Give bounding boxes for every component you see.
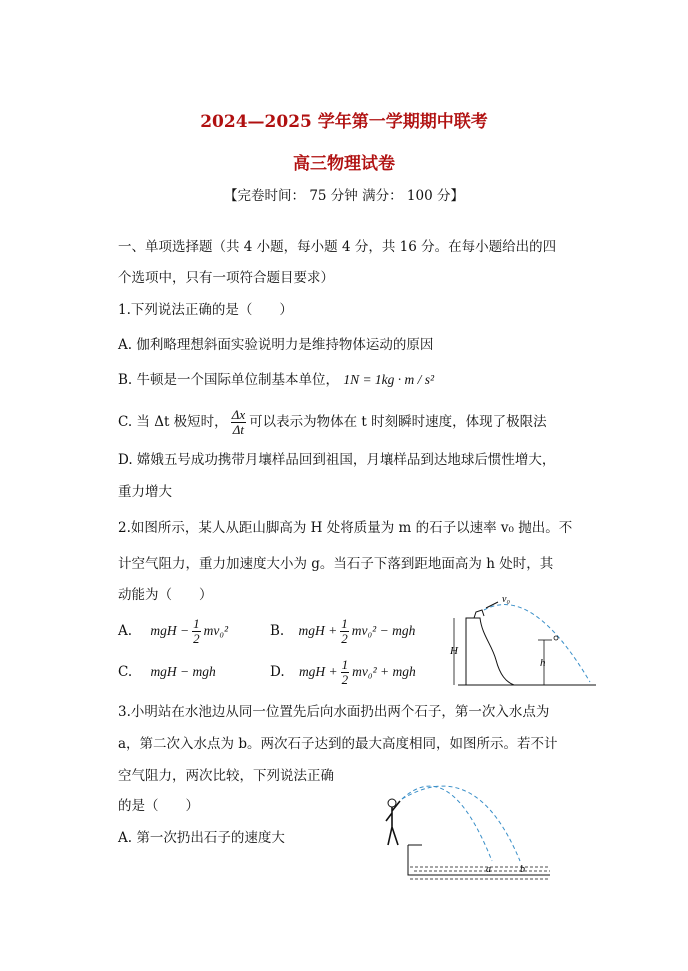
q3-stem-line2: a，第二次入水点为 b。两次石子达到的最大高度相同，如图所示。若不计	[118, 736, 558, 752]
q1-option-b-text: B. 牛顿是一个国际单位制基本单位，	[118, 372, 340, 388]
q2-option-a	[118, 614, 228, 648]
q3-stem-line3: 空气阻力，两次比较，下列说法正确	[118, 768, 334, 784]
fraction-numerator: 1	[341, 657, 349, 672]
half-fraction	[192, 617, 201, 646]
exam-subtitle: 高三物理试卷	[293, 154, 395, 174]
formula-part: mgH +	[298, 664, 338, 679]
cliff-shape	[466, 618, 514, 685]
formula-part: mgH − mgh	[150, 664, 216, 679]
v0-label: v₀	[502, 594, 510, 605]
pond-throw-figure	[380, 765, 560, 890]
q2-stem-line2: 计空气阻力，重力加速度大小为 g。当石子下落到距地面高为 h 处时，其	[118, 556, 554, 572]
formula-part: mv₀² − mgh	[351, 623, 416, 638]
second-throw-trajectory	[402, 786, 520, 861]
fraction-denominator: 2	[193, 631, 200, 646]
q3-stem-line1: 3.小明站在水池边从同一位置先后向水面扔出两个石子，第一次入水点为	[118, 704, 550, 720]
person-head	[388, 799, 396, 807]
fraction-denominator: 2	[341, 631, 348, 646]
formula-part: mgH −	[150, 623, 190, 638]
q2-option-c	[118, 663, 216, 681]
q3-option-a: A. 第一次扔出石子的速度大	[118, 830, 285, 846]
option-label: B.	[270, 623, 285, 639]
half-fraction	[340, 617, 349, 646]
option-label: C.	[118, 664, 133, 680]
q1-option-a: A. 伽利略理想斜面实验说明力是维持物体运动的原因	[118, 337, 434, 353]
section-heading-line1: 一、单项选择题（共 4 小题，每小题 4 分，共 16 分。在每小题给出的四	[118, 239, 557, 255]
fraction-numerator: 1	[193, 616, 200, 631]
q1-option-c-post: 可以表示为物体在 t 时刻瞬时速度，体现了极限法	[249, 414, 547, 430]
exam-title: 2024—2025 学年第一学期期中联考	[200, 112, 488, 132]
pond-bank	[408, 845, 550, 875]
formula-part: mgH +	[298, 623, 338, 638]
q1-stem: 1.下列说法正确的是（ ）	[118, 302, 293, 318]
H-label: H	[450, 645, 458, 657]
stone-point	[554, 636, 558, 640]
q1-option-b	[118, 371, 434, 389]
q2-stem-line1: 2.如图所示，某人从距山脚高为 H 处将质量为 m 的石子以速率 v₀ 抛出。不	[118, 520, 573, 536]
section-heading-line2: 个选项中，只有一项符合题目要求）	[118, 270, 334, 286]
q1-option-d-line2: 重力增大	[118, 484, 172, 500]
formula-part: mv₀²	[203, 623, 229, 638]
first-throw-trajectory	[402, 786, 492, 861]
q1-option-d-line1: D. 嫦娥五号成功携带月壤样品回到祖国，月壤样品到达地球后惯性增大，	[118, 452, 556, 468]
h-label: h	[540, 657, 546, 669]
exam-info: 【完卷时间： 75 分钟 满分： 100 分】	[224, 188, 464, 204]
half-fraction	[341, 658, 350, 687]
fraction-denominator: Δt	[232, 422, 245, 437]
formula-part: mv₀² + mgh	[352, 664, 416, 679]
option-label: A.	[118, 623, 133, 639]
fraction-denominator: 2	[341, 672, 349, 687]
q1-option-c-pre: C. 当 Δt 极短时，	[118, 414, 228, 430]
fraction-numerator: 1	[341, 616, 348, 631]
point-b-label: b	[520, 864, 525, 875]
point-a-label: a	[486, 864, 491, 875]
fraction-numerator: Δx	[231, 407, 246, 422]
q1-option-c-fraction	[231, 408, 246, 437]
option-label: D.	[270, 664, 285, 680]
water-surface	[410, 867, 550, 879]
cliff-throw-figure	[440, 590, 600, 690]
q1-option-b-formula: 1N = 1kg · m / s²	[343, 372, 435, 387]
q3-stem-line4: 的是（ ）	[118, 798, 199, 814]
person-silhouette	[474, 610, 484, 618]
q2-stem-line3: 动能为（ ）	[118, 587, 213, 603]
velocity-arrow	[486, 602, 498, 608]
person-body	[386, 801, 400, 845]
q1-option-c	[118, 404, 547, 440]
q2-option-d	[270, 655, 416, 689]
q2-option-b	[270, 614, 415, 648]
